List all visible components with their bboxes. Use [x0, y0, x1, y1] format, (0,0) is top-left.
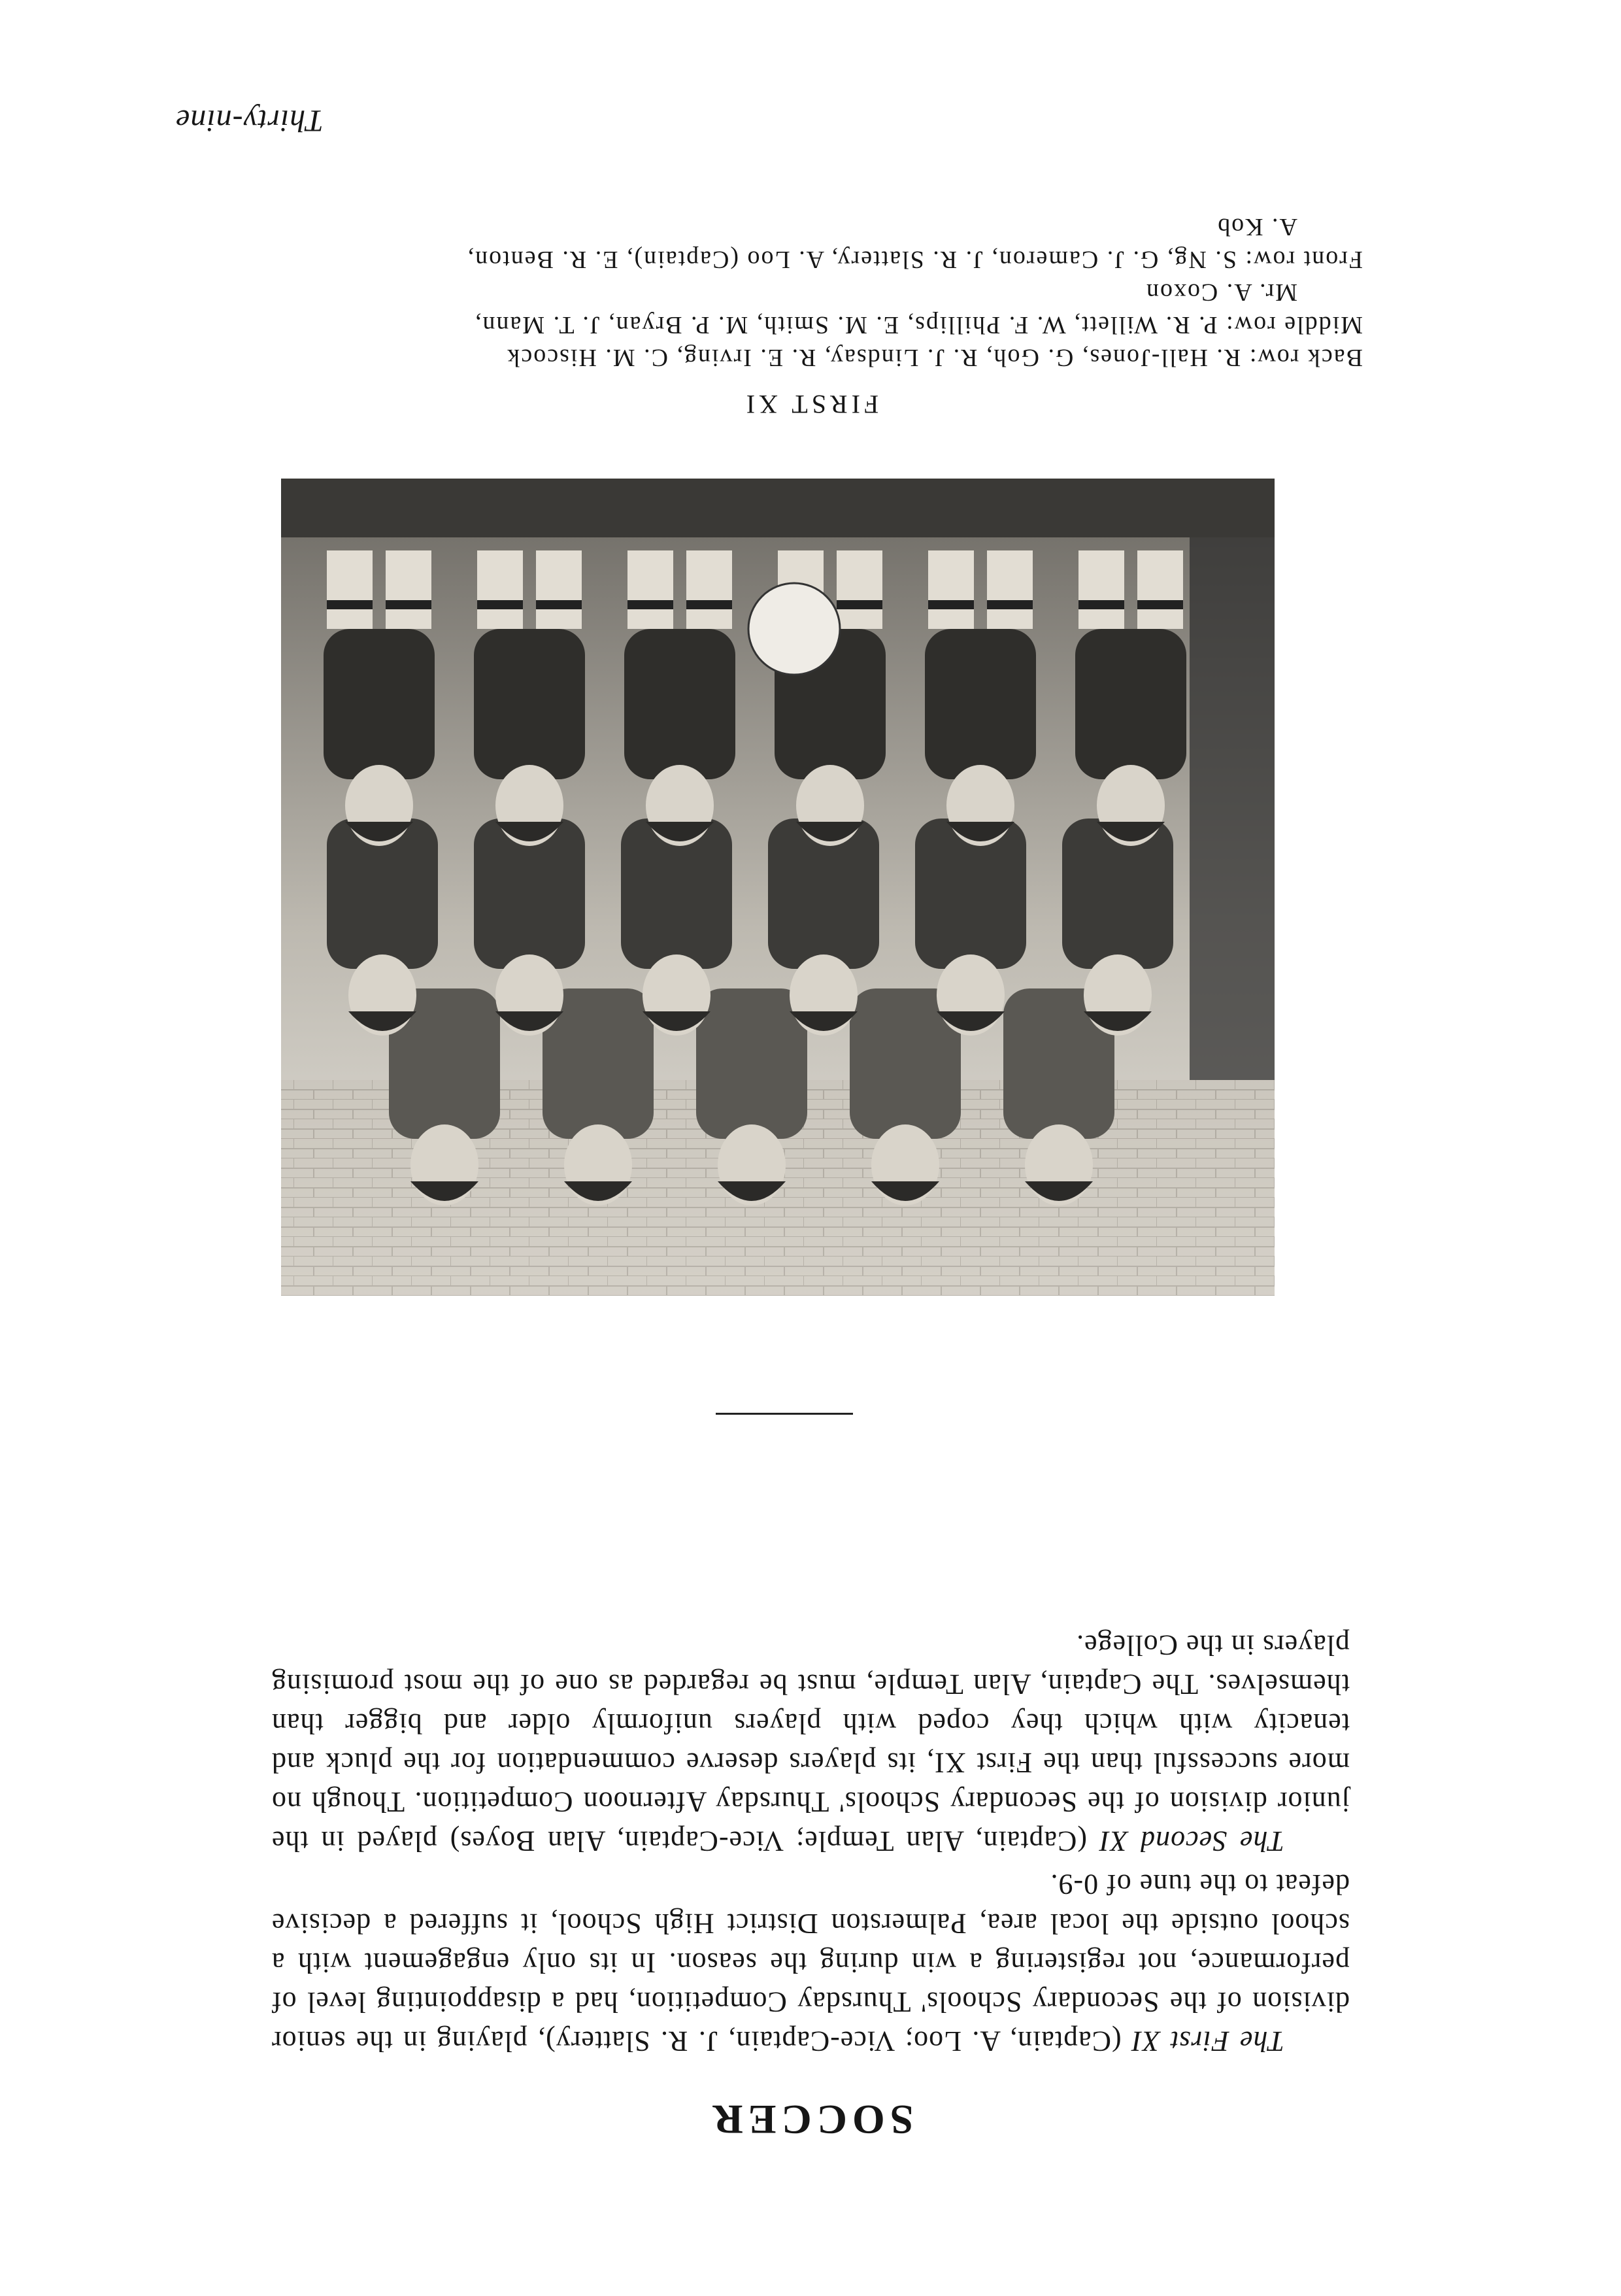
soccer-article [271, 1621, 1350, 2143]
caption-front-row: Front row: S. Ng, G. J. Cameron, J. R. Slattery, A. Loo (Captain), E. R. Benton, [466, 246, 1363, 273]
caption-back-row: Back row: R. Hall-Jones, G. Goh, R. J. Lindsay, R. E. Irving, C. M. Hiscock [506, 344, 1363, 371]
paragraph-second-xi [271, 1625, 1350, 1861]
paragraph-text: (Captain, A. Loo; Vice-Captain, J. R. Slattery), playing in the senior division of the Secondary Schools' Thursday Competition, had a disappointing level of performance, not registering a win during the season. In its only engagement with a school outside the local area, Palmerston District High School, it suffered a decisive defeat to the tune of 0-9. [271, 1868, 1350, 2057]
section-divider [716, 1413, 853, 1415]
team-name: The Second XI [1099, 1825, 1284, 1857]
article-heading: SOCCER [707, 2097, 914, 2143]
caption-middle-row: Middle row: P. R. Willett, W. F. Phillips, E. M. Smith, M. P. Bryan, J. T. Mann, [474, 311, 1363, 339]
caption-middle-row-cont: Mr. A. Coxon [1145, 279, 1297, 306]
page-number: Thirty-nine [175, 103, 324, 138]
caption-front-row-cont: A. Kob [1216, 213, 1297, 241]
photo-title: FIRST XI [742, 390, 879, 419]
photo-caption [284, 211, 1363, 374]
team-photo-image [281, 479, 1275, 1296]
team-name: The First XI [1131, 2025, 1284, 2057]
team-photo [281, 479, 1275, 1296]
paragraph-text: (Captain, Alan Temple; Vice-Captain, Alan Boyes) played in the junior division of the Secondary Schools' Thursday Afternoon Competition. Though no more successful than the First XI, its players deserve commendation for the pluck and tenacity with which they coped with players uniformly older and bigger than themselves. The Captain, Alan Temple, must be regarded as one of the most promising players in the College. [271, 1629, 1350, 1857]
paragraph-first-xi [271, 1865, 1350, 2061]
